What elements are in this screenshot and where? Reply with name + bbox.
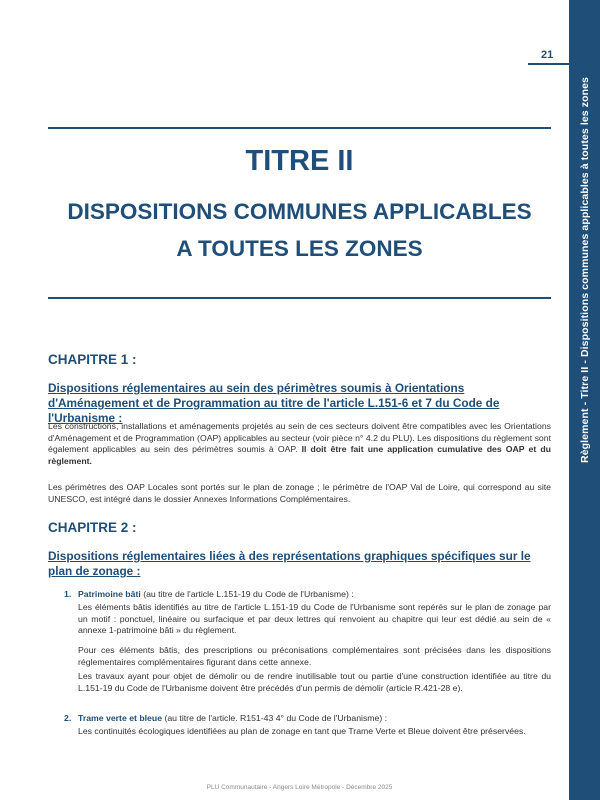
title-line-3: A TOUTES LES ZONES (176, 236, 423, 261)
item-1-paragraph-3: Les travaux ayant pour objet de démolir ou de rendre inutilisable tout ou partie d'une construction identifiée au titre du L.151-19 du Code de l'Urbanisme doivent être précédés d'un permis de démolir (article R.421-28 e). (78, 671, 551, 693)
item-1-paragraph-2: Pour ces éléments bâtis, des prescriptions ou préconisations complémentaires sont précisées dans les dispositions réglementaires complémentaires figurant dans cette annexe. (78, 645, 551, 667)
item-2-heading (78, 713, 553, 725)
chapter-2-heading: CHAPITRE 2 : (48, 520, 137, 535)
chapter-1-paragraph-1-text: Les constructions, installations et aménagements projetés au sein de ces secteurs doivent être compatibles avec les Orientations d'Aménagement et de Programmation (OAP) applicables au secteur (voir pièce n° 4.2 du PLU). Les dispositions du règlement sont également applicables au sein des périmètres soumis à OAP. (48, 421, 551, 455)
chapter-1-heading: CHAPITRE 1 : (48, 352, 137, 367)
item-1-title: Patrimoine bâti (78, 589, 141, 599)
chapter-1-paragraph-2: Les périmètres des OAP Locales sont portés sur le plan de zonage ; le périmètre de l'OAP Val de Loire, qui correspond au site UNESCO, est intégré dans le dossier Annexes Informations Complémentaires. (48, 482, 551, 504)
chapter-1-paragraph-1-bold: Il doit être fait une application cumulative des OAP et du règlement. (48, 444, 551, 466)
title-line-2: DISPOSITIONS COMMUNES APPLICABLES (67, 199, 532, 224)
title-rule-top (48, 127, 551, 129)
item-2-title-note: (au titre de l'article. R151-43 4° du Code de l'Urbanisme) : (164, 713, 388, 723)
page-number: 21 (541, 49, 554, 61)
item-2-number: 2. (64, 713, 72, 723)
side-label: Règlement - Titre II - Dispositions communes applicables à toutes les zones (578, 77, 591, 463)
chapter-1-paragraph-1 (48, 421, 551, 467)
item-2-paragraph-1: Les continuités écologiques identifiées au plan de zonage en tant que Trame Verte et Bleue doivent être préservées. (78, 726, 526, 736)
item-1-title-note: (au titre de l'article L.151-19 du Code de l'Urbanisme) : (143, 589, 354, 599)
item-1-paragraph-1: Les éléments bâtis identifiés au titre de l'article L.151-19 du Code de l'Urbanisme sont repérés sur le plan de zonage par un motif : ponctuel, linéaire ou surfacique et par deux lettres qui renvoient au chapitre qui leur est dédié au sein de « annexe 1-patrimoine bâti » du règlement. (78, 602, 551, 636)
page-footer: PLU Communautaire - Angers Loire Métropole - Décembre 2025 (206, 784, 393, 791)
chapter-1-subheading: Dispositions réglementaires au sein des périmètres soumis à Orientations d'Aménagement et de Programmation au titre de l'article L.151-6 et 7 du Code de l'Urbanisme : (48, 381, 500, 425)
item-1-heading (78, 589, 553, 601)
item-1-number: 1. (64, 589, 72, 599)
chapter-2-subheading: Dispositions réglementaires liées à des représentations graphiques spécifiques sur le plan de zonage : (48, 549, 531, 578)
item-2-title: Trame verte et bleue (78, 713, 163, 723)
side-band (569, 0, 600, 800)
title-line-1: TITRE II (245, 145, 354, 177)
page-number-underline (528, 63, 569, 65)
title-rule-bottom (48, 297, 551, 299)
